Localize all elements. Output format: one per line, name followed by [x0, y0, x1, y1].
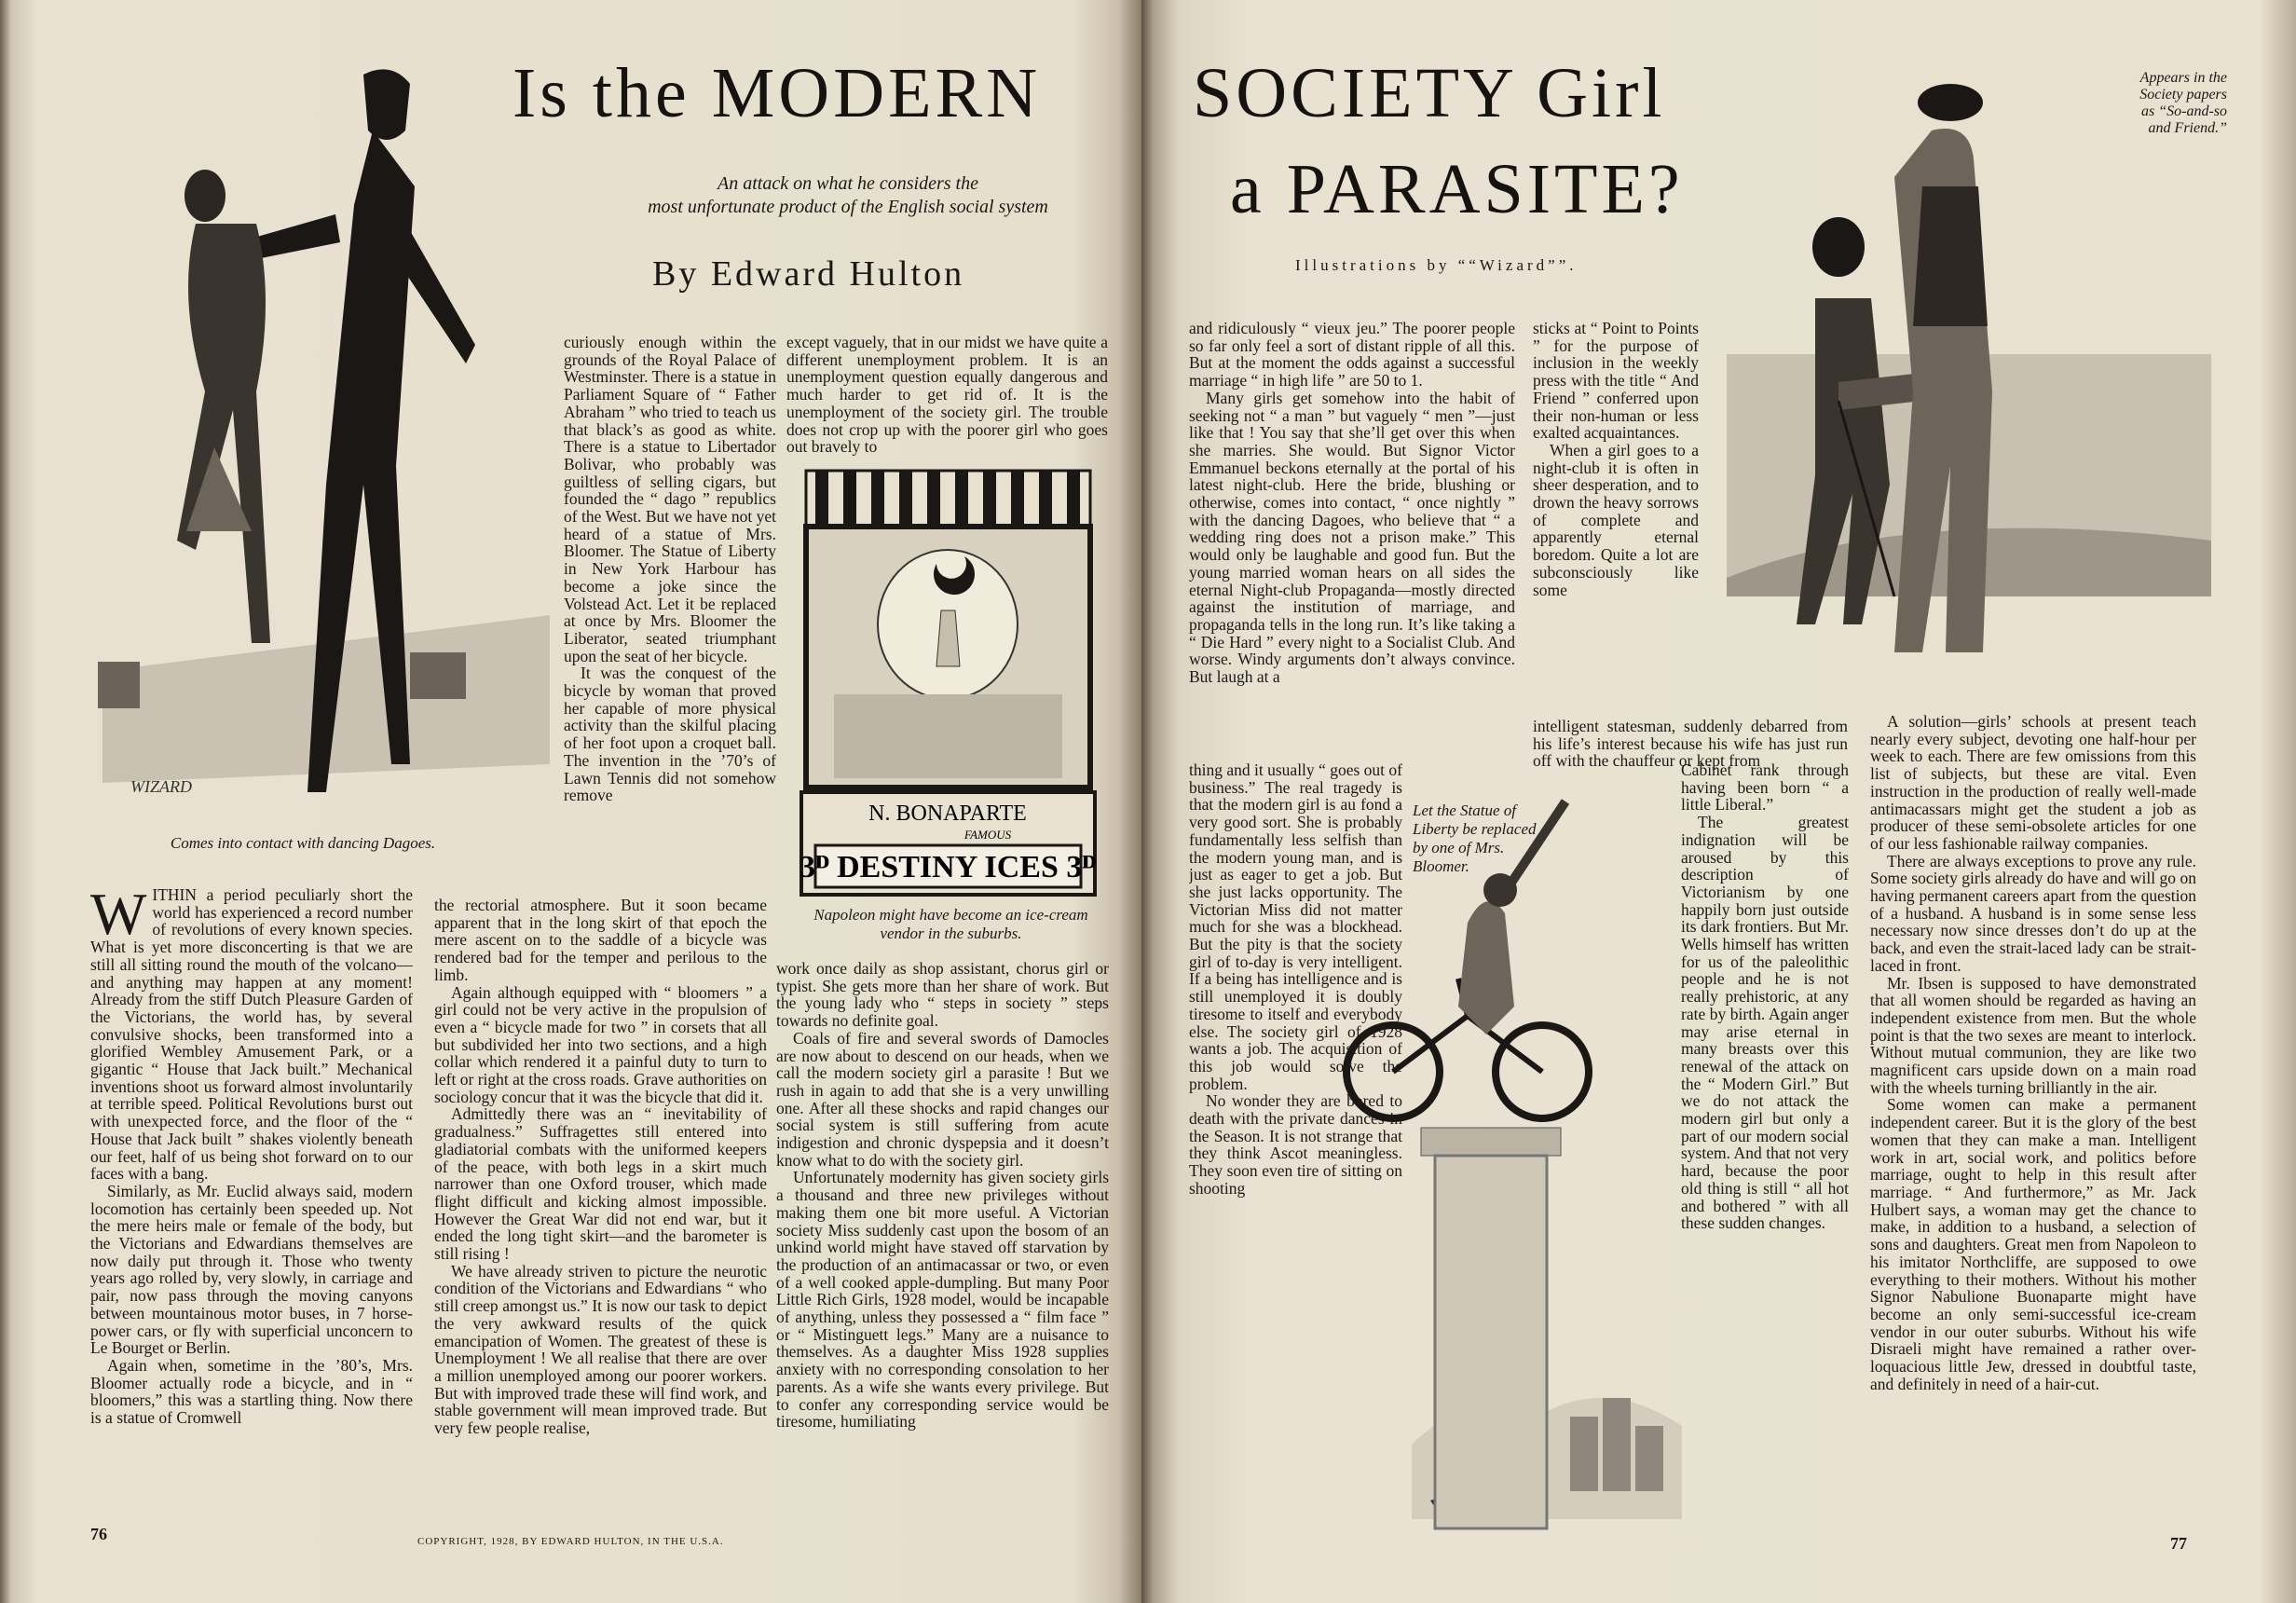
- paragraph: Some women can make a permanent independent career. But it is the glory of the best women that they can make a man. Intelligent work in art, social work, and politics before marriage, ought to help in this result after marriage. “ And furthermore,” as Mr. Jack Hulbert says, a woman may get the chance to make, in addition to a husband, a selection of sons and daughters. Great men from Napoleon to his imitator Northcliffe, are supposed to owe everything to their mothers. Without his mother Signor Nabulione Buonaparte might have become an only semi-successful ice-cream vendor in our outer suburbs. Without his wife Disraeli might have remained a rather over-loquacious little Jew, dressed in doubtful taste, and definitely in need of a hair-cut.: [1870, 1095, 2196, 1393]
- title-line-2: a PARASITE?: [1230, 150, 1684, 228]
- society-couple-illustration: [1699, 75, 2272, 676]
- paragraph-text: ITHIN a period peculiarly short the world has experienced a record number of revolutions of every known species. What is yet more disconcerting is that we are still all sitting round the mouth of the volcano—and anything may happen at any moment! Already from the stiff Dutch Pleasure Garden of the Victorians, the world has, by several convulsive shocks, been transformed into a glorified Wembley Amusement Park, or a gigantic “ House that Jack built.” Mechanical inventions shoot us forward almost involuntarily at terrible speed. Political Revolutions burst out with unexpected force, and the floor of the “ House that Jack built ” shakes violently beneath our feet, half of us being shot forward on to our faces with a bang.: [90, 886, 413, 1184]
- side-note-line: Society papers: [2139, 87, 2227, 103]
- article-column-1: [90, 886, 413, 1539]
- copyright-notice: COPYRIGHT, 1928, BY EDWARD HULTON, IN THE U.S.A.: [417, 1536, 724, 1547]
- paragraph: thing and it usually “ goes out of business.” The real tragedy is that the modern girl is au fond a very good sort. She is probably fundamentally less selfish than the modern young man, and is just as eager to get a job. But she just lacks opportunity. The Victorian Miss did not matter much for she was a blockhead. But the pity is that the society girl of to-day is very intelligent. If a being has intelligence and is still unemployed it is doubly tiresome to itself and everybody else. The society girl of 1928 wants a job. The acquisition of this job would solve the problem.: [1189, 761, 1402, 1093]
- article-column-r2-top: [1533, 320, 1699, 718]
- paragraph: except vaguely, that in our midst we have quite a different unemployment problem. It is an unemployment question equally dangerous and much harder to get rid of. It is the unemployment of the society girl. The trouble does not crop up with the poorer girl who goes out bravely to: [786, 334, 1108, 457]
- paragraph: Unfortunately modernity has given society girls a thousand and three new privileges without making them one bit more useful. A Victorian society Miss suddenly cast upon the bosom of an unkind world might have staved off starvation by the production of an antimacassar or two, or even of a well cooked apple-dumpling. But many Poor Little Rich Girls, 1928 model, would be incapable of anything, unless they possessed a “ film face ” or “ Mistinguett legs.” Many are a nuisance to themselves. As a daughter Miss 1928 supplies anxiety with no corresponding consolation to her parents. As a wife she wants every privilege. But to confer any corresponding service would be tiresome, humiliating: [776, 1168, 1109, 1432]
- title-left: Is the MODERN: [512, 54, 1042, 132]
- page-number: 77: [2170, 1534, 2187, 1553]
- byline: By Edward Hulton: [652, 254, 965, 294]
- side-note-line: and Friend.”: [2148, 120, 2227, 136]
- subtitle-line: most unfortunate product of the English social system: [648, 197, 1048, 217]
- paragraph: intelligent statesman, suddenly debarred from his life’s interest because his wife has just run off with the chauffeur or kept from: [1533, 718, 1848, 771]
- paragraph: Coals of fire and several swords of Damocles are now about to descend on our heads, when we call the modern society girl a parasite ! But we rush in again to add that she is a very unwilling one. After all these shocks and rapid changes our social system is still suffering from acute indigestion and chronic dyspepsia and it doesn’t know what to do with the society girl.: [776, 1028, 1109, 1170]
- paragraph: When a girl goes to a night-club it is often in sheer desperation, and to drown the heavy sorrows of complete and apparently eternal boredom. Quite a lot are subconsciously like some: [1533, 440, 1699, 599]
- paragraph: Admittedly there was an “ inevitability of gradualness.” Suffragettes still entered into gladiatorial combats with the uniformed keepers of the peace, with both legs in a skirt much narrower than one Oxford trouser, which made flight difficult and kicking almost impossible. However the Great War did not end war, but it ended the long tight skirt—and the barometer is still rising !: [434, 1104, 767, 1264]
- side-note-line: Appears in the: [2139, 70, 2227, 86]
- sign-product: 3ᴰ DESTINY ICES 3ᴰ: [800, 850, 1096, 884]
- subtitle: [596, 172, 1100, 219]
- napoleon-ice-cream-illustration: [787, 461, 1109, 899]
- caption-statue: Let the Statue of Liberty be replaced by one of Mrs. Bloomer.: [1413, 802, 1537, 875]
- article-column-3: [776, 960, 1109, 1542]
- illustrations-credit: Illustrations by ““Wizard””.: [1295, 256, 1578, 274]
- article-column-r1-top: [1189, 320, 1515, 774]
- artist-signature: WIZARD: [130, 777, 192, 796]
- side-note-line: as “So-and-so: [2140, 103, 2227, 119]
- caption-dancing: Comes into contact with dancing Dagoes.: [170, 834, 436, 852]
- sign-name: N. BONAPARTE: [868, 802, 1027, 826]
- page-number: 76: [90, 1525, 107, 1543]
- paragraph: Many girls get somehow into the habit of seeking not “ a man ” but vaguely “ men ”—just like that ! You say that she’ll get over this when she marries. She would. But Signor Victor Emmanuel beckons eternally at the portal of his latest night-club. Here the bride, blushing or otherwise, comes into contact, “ once nightly ” with the dancing Dagoes, who believe that “ a wedding ring does not a prison make.” This would only be laughable and good fun. But the young married woman hears on all sides the eternal Night-club Propaganda—mostly directed against the institution of marriage, and propaganda tells in the long run. It’s like taking a “ Die Hard ” every night to a Socialist Club. And worse. Windy arguments don’t always convince. But laugh at a: [1189, 388, 1515, 687]
- paragraph: Again although equipped with “ bloomers ” a girl could not be very active in the propulsion of even a “ bicycle made for two ” in corsets that all but subdivided her into two sections, and a high collar which rendered it a painful duty to turn to left or right at the cross roads. Grave authorities on sociology concur that it was the bicycle that did it.: [434, 982, 767, 1106]
- article-column-r2-bottom: [1681, 761, 1849, 1321]
- paragraph: Similarly, as Mr. Euclid always said, modern locomotion has certainly been speeded up. Not the mere heirs male or female of the body, but the Victorians and Edwardians themselves are now daily put through it. Those who twenty years ago rolled by, very slowly, in carriage and pair, now pass through the moving canyons between mountainous motor buses, in 7 horse-power cars, or fly with superficial unconcern to Le Bourget or Berlin.: [90, 1181, 413, 1358]
- article-column-2: [434, 897, 767, 1540]
- article-column-r3: [1870, 713, 2196, 1533]
- side-note: [2064, 70, 2227, 137]
- paragraph: work once daily as shop assistant, chorus girl or typist. She gets more than her share of work. But the young lady who “ steps in society ” steps towards no definite goal.: [776, 960, 1109, 1031]
- paragraph: sticks at “ Point to Points ” for the purpose of inclusion in the weekly press with the title “ And Friend ” conferred upon their non-human or less exalted acquaintances.: [1533, 320, 1699, 443]
- caption-napoleon: Napoleon might have become an ice-cream vendor in the suburbs.: [813, 906, 1088, 942]
- paragraph: It was the conquest of the bicycle by woman that proved her capable of more physical activity than the skilful placing of her foot upon a croquet ball. The invention in the ’70’s of Lawn Tennis did not somehow remove: [564, 664, 776, 805]
- right-page: [1141, 0, 2296, 1603]
- dancing-couple-illustration: [93, 56, 559, 834]
- title-right: SOCIETY Girl: [1193, 54, 1666, 132]
- paragraph: The greatest indignation will be aroused by this description of Victorianism by one happily born just outside its dark frontiers. But Mr. Wells himself has written for us of the paleolithic people and he is not really prehistoric, at any rate by birth. Again anger may arise eternal in many breasts over this renewal of the attack on the “ Modern Girl.” But we do not attack the modern girl but only a part of our modern social system. And that not very hard, because the poor old thing is still “ all hot and bothered ” with all these sudden changes.: [1681, 813, 1849, 1233]
- article-column-b: [786, 334, 1108, 457]
- paragraph: A solution—girls’ schools at present teach nearly every subject, devoting one half-hour per week to each. There are few omissions from this list of subjects, but these are vital. Even instruction in the production of really well-made antimacassars might get the student a job as producer of these semi-obsolete articles for one of our less fashionable railway companies.: [1870, 713, 2196, 853]
- left-page: [0, 0, 1141, 1603]
- article-column-a: [564, 334, 776, 895]
- paragraph: the rectorial atmosphere. But it soon became apparent that in the long skirt of that epoch the mere ascent on to the saddle of a bicycle was rendered bad for the temper and perilous to the limb.: [434, 897, 767, 984]
- paragraph: and ridiculously “ vieux jeu.” The poorer people so far only feel a sort of distant ripple of all this. But at the moment the odds against a successful marriage “ in high life ” are 50 to 1.: [1189, 320, 1515, 390]
- paragraph: [90, 886, 413, 1183]
- paragraph: No wonder they are bored to death with the private dances in the Season. It is not strange that they think Ascot meaningless. They soon even tire of sitting on shooting: [1189, 1091, 1402, 1198]
- sign-famous: FAMOUS: [964, 828, 1012, 842]
- paragraph: Again when, sometime in the ’80’s, Mrs. Bloomer actually rode a bicycle, and in “ bloomers,” this was a startling thing. Now there is a statue of Cromwell: [90, 1355, 413, 1428]
- subtitle-line: An attack on what he considers the: [718, 173, 978, 194]
- drop-cap: W: [90, 886, 147, 947]
- paragraph: There are always exceptions to prove any rule. Some society girls already do have and will go on having permanent careers apart from the question of a husband. A husband is in some sense less necessary now since dresses don’t do up at the back, and even the strait-laced lady can be strait-laced in front.: [1870, 851, 2196, 975]
- paragraph: Mr. Ibsen is supposed to have demonstrated that all women should be regarded as having an independent existence from men. But the whole point is that the two sexes are meant to interlock. Without mutual communion, they are like two magnificent cars upside down on a main road with the wheels turning brilliantly in the air.: [1870, 973, 2196, 1097]
- bloomer-statue-illustration: [1309, 783, 1607, 1538]
- paragraph: curiously enough within the grounds of the Royal Palace of Westminster. There is a statue in Parliament Square of “ Father Abraham ” who tried to teach us that black’s as good as white. There is a statue to Libertador Bolivar, who probably was guiltless of selling cigars, but founded the “ dago ” republics of the West. But we have not yet heard of a statue of Mrs. Bloomer. The Statue of Liberty in New York Harbour has become a joke since the Volstead Act. Let it be replaced at once by Mrs. Bloomer the Liberator, seated triumphant upon the seat of her bicycle.: [564, 334, 776, 665]
- striped-awning: [806, 471, 1090, 527]
- paragraph: Cabinet rank through having been born “ a little Liberal.”: [1681, 761, 1849, 815]
- paragraph: We have already striven to picture the neurotic condition of the Victorians and Edwardians “ who still creep amongst us.” It is now our task to depict the very awkward results of the quick emancipation of Women. The greatest of these is Unemployment ! We all realise that there are over a million unemployed among our poorer workers. But with improved trade these will find work, and stable government will mean improved trade. But very few people realise,: [434, 1261, 767, 1438]
